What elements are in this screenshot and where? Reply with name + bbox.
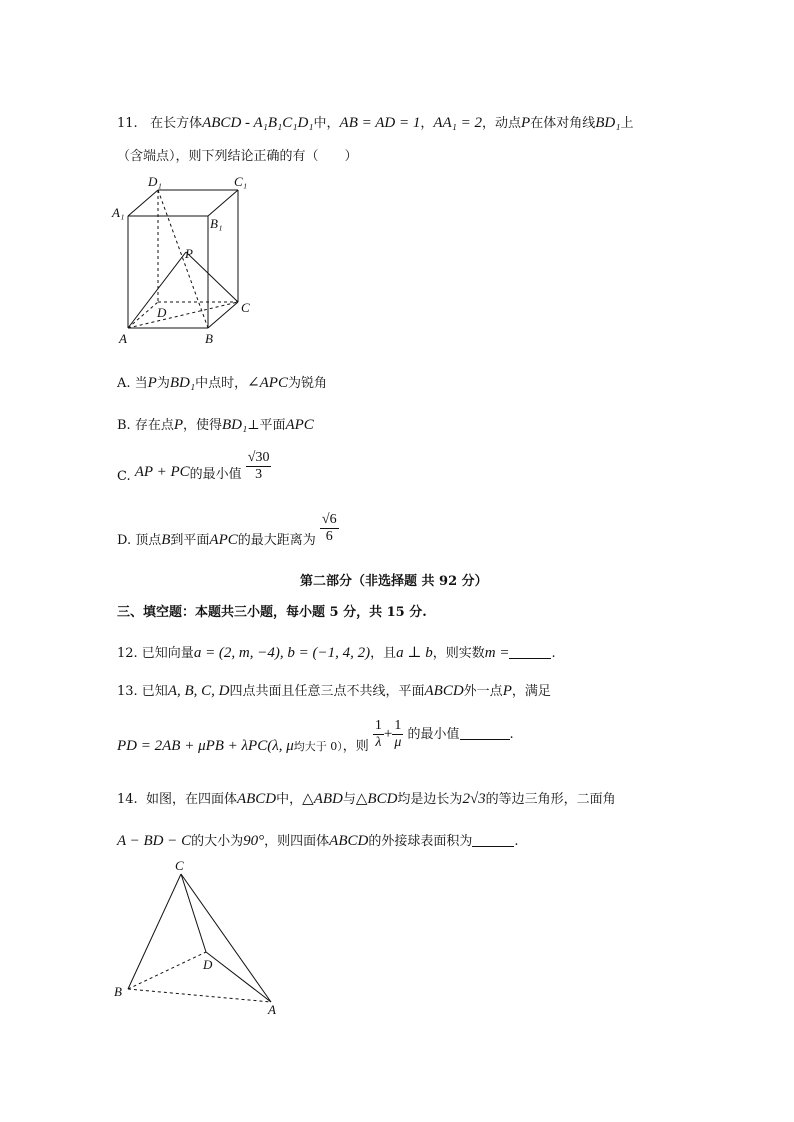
q12-m: m =	[484, 645, 510, 661]
q14-text-d: 均是边长为	[397, 792, 463, 807]
opt-b-mid: ，使得	[183, 418, 223, 433]
q11-stem-b: 中，	[313, 116, 340, 131]
q13-text-c: ，满足	[511, 684, 551, 699]
label-a: A	[119, 331, 127, 346]
q14-answer-blank[interactable]	[472, 834, 514, 847]
opt-c-mid: 的最小值	[189, 467, 242, 482]
q14-tail: .	[514, 834, 519, 849]
q13-frac2	[392, 718, 403, 751]
opt-a-angle: ∠APC	[247, 375, 288, 391]
q14-angle: 90°	[243, 833, 265, 849]
opt-d-end: 的最大距离为	[237, 533, 316, 548]
opt-a-bd: BD₁	[169, 375, 196, 391]
label-tetra-a: A	[268, 1002, 276, 1016]
label-d1: D₁	[148, 174, 162, 189]
q11-option-a	[117, 372, 327, 392]
q11-line2: （含端点），则下列结论正确的有（ ）	[117, 149, 358, 164]
q12-perp: a ⊥ b	[396, 645, 433, 661]
opt-c-label: C.	[117, 469, 131, 484]
edge-b-d-hidden	[128, 952, 206, 989]
opt-b-bd: BD₁	[222, 417, 248, 433]
opt-a-p: P	[147, 375, 157, 391]
edge-c1-b1	[208, 190, 238, 216]
q14-text-g: ，则四面体	[264, 834, 330, 849]
opt-d-b: B	[161, 532, 171, 548]
q13-frac1-num: 1	[374, 718, 382, 733]
q13-text-d: 均大于 0）	[293, 740, 343, 753]
q11-option-d	[117, 512, 339, 549]
q14-text-c: 与	[342, 792, 356, 807]
q11-number: 11.	[117, 116, 138, 131]
opt-c-expr: AP + PC	[134, 464, 190, 480]
q14-text-a: 如图，在四面体	[145, 792, 237, 807]
opt-d-label: D. 顶点	[117, 533, 162, 548]
label-c: C	[241, 300, 250, 315]
q14-tetra2: ABCD	[329, 833, 369, 849]
opt-c-den: 3	[255, 467, 263, 482]
q12-vectors: a = (2, m, −4), b = (−1, 4, 2)	[193, 645, 371, 661]
q13-line2	[117, 718, 514, 755]
q14-dihedral: A − BD − C	[117, 833, 192, 849]
label-b: B	[205, 331, 213, 346]
edge-a1-d1	[128, 190, 158, 216]
edge-b-a-hidden	[128, 989, 271, 1002]
q12-mid: ，且	[370, 646, 397, 661]
edge-c-a	[181, 874, 271, 1002]
q14-text-f: 的大小为	[191, 834, 244, 849]
q14-tri1: △ABD	[302, 791, 343, 807]
q14-text-h: 的外接球表面积为	[368, 834, 473, 849]
q12-line	[117, 642, 556, 662]
label-tetra-b: B	[114, 984, 122, 999]
q13-p: P	[502, 683, 512, 699]
q14-text-e: 的等边三角形，二面角	[485, 792, 616, 807]
edge-c-d	[181, 874, 206, 952]
section-subtitle: 三、填空题：本题共三小题，每小题 5 分，共 15 分.	[117, 605, 427, 620]
q12-number: 12. 已知向量	[117, 646, 194, 661]
label-a1: A₁	[112, 205, 125, 220]
q14-tri2: △BCD	[355, 791, 398, 807]
edge-a-d-hidden	[128, 302, 158, 328]
q11-option-b	[117, 414, 314, 434]
q11-solid: ABCD - A₁B₁C₁D₁	[202, 115, 314, 131]
opt-d-num: √6	[321, 512, 337, 527]
q13-points: A, B, C, D	[167, 683, 230, 699]
q13-text-e: ，则	[342, 739, 369, 754]
q13-plus: +	[383, 726, 393, 742]
opt-d-mid: 到平面	[170, 533, 210, 548]
edge-d-a	[206, 952, 271, 1002]
cuboid-figure	[110, 172, 270, 352]
q13-frac2-num: 1	[392, 718, 403, 735]
q13-number: 13. 已知	[117, 684, 168, 699]
label-c1: C₁	[234, 174, 248, 189]
label-b1: B₁	[210, 216, 223, 231]
q14-text-b: 中，	[276, 792, 303, 807]
q13-line1	[117, 680, 551, 700]
q13-frac1	[373, 718, 384, 751]
label-tetra-d: D	[203, 957, 213, 972]
q13-frac2-den: μ	[394, 735, 402, 750]
opt-d-apc: APC	[209, 532, 238, 548]
q14-number: 14.	[117, 792, 138, 807]
opt-a-mid: 为	[156, 376, 170, 391]
q14-tetra: ABCD	[236, 791, 277, 807]
q13-vector-equation: PD = 2AB + μPB + λPC(λ, μ	[117, 738, 294, 754]
q14-side: 2√3	[462, 791, 486, 807]
label-p: P	[185, 246, 193, 261]
section-title: 第二部分（非选择题 共 92 分）	[300, 574, 488, 589]
q11-stem-d: 在体对角线	[530, 116, 596, 131]
opt-a-mid2: 中点时，	[195, 376, 248, 391]
q11-comma: ，	[420, 116, 434, 131]
q13-plane: ABCD	[424, 683, 464, 699]
q11-stem-c: ，动点	[482, 116, 522, 131]
q11-diag: BD₁	[595, 115, 621, 131]
opt-a-label: A. 当	[117, 376, 148, 391]
opt-a-end: 为锐角	[287, 376, 327, 391]
opt-c-num: √30	[247, 450, 270, 465]
label-d: D	[157, 305, 167, 320]
q13-text-b: 外一点	[463, 684, 503, 699]
q11-stem-a: 在长方体	[150, 116, 203, 131]
q11-line1	[117, 112, 633, 132]
q13-frac1-den: λ	[375, 735, 382, 750]
q11-p: P	[521, 115, 531, 131]
q12-end: ，则实数	[432, 646, 485, 661]
opt-b-apc: APC	[285, 417, 314, 433]
q11-stem-e: 上	[620, 116, 634, 131]
opt-b-p: P	[173, 417, 183, 433]
q12-tail: .	[551, 646, 556, 661]
q13-answer-blank[interactable]	[460, 727, 510, 740]
opt-d-den: 6	[325, 529, 333, 544]
opt-c-fraction	[246, 450, 272, 483]
opt-b-end: 平面	[259, 418, 286, 433]
edge-c-b	[128, 874, 181, 989]
q11-option-c	[117, 450, 271, 484]
q11-eq2: AA₁ = 2	[433, 115, 483, 131]
q13-text-a: 四点共面且任意三点不共线，平面	[229, 684, 425, 699]
q14-line1	[117, 788, 616, 808]
tetrahedron-figure	[108, 856, 288, 1016]
opt-b-perp: ⊥	[247, 418, 260, 433]
q11-eq1: AB = AD = 1	[339, 115, 421, 131]
q13-tail: .	[509, 727, 514, 742]
opt-b-label: B. 存在点	[117, 418, 174, 433]
label-tetra-c: C	[175, 858, 184, 873]
q13-text-f: 的最小值	[407, 727, 460, 742]
edge-p-c	[186, 252, 238, 302]
q12-answer-blank[interactable]	[509, 646, 551, 659]
opt-d-fraction	[320, 512, 339, 545]
q14-line2	[117, 830, 519, 850]
